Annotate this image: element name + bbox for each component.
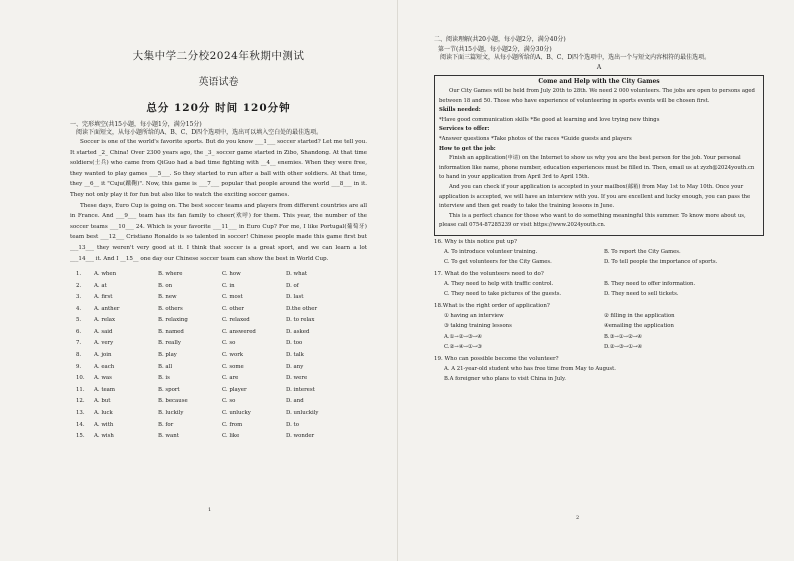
option-b: B. is xyxy=(158,375,170,382)
option-c: C. are xyxy=(222,375,239,382)
option-d: D. to xyxy=(286,421,299,428)
step-3: ③ taking training lessons xyxy=(444,323,512,330)
question-number: 5. xyxy=(76,317,82,324)
option-row xyxy=(76,326,350,338)
option-b: B. named xyxy=(158,328,184,335)
option-c: C. answered xyxy=(222,328,256,335)
option-b: B. luckily xyxy=(158,410,184,417)
question-stem: 17. What do the volunteers need to do? xyxy=(434,270,544,277)
option-b: B. all xyxy=(158,363,173,370)
volunteer-notice-box xyxy=(434,75,764,236)
step-2: ② filling in the application xyxy=(604,312,675,319)
option-b: B. play xyxy=(158,352,177,359)
part1-title: 第一节(共15小题，每小题2分，满分30分) xyxy=(438,46,552,53)
option-d: D. and xyxy=(286,398,304,405)
option-d: D. too xyxy=(286,340,303,347)
question-number: 9. xyxy=(76,363,82,370)
option-a: A. They need to help with traffic control. xyxy=(444,280,554,287)
question-number: 14. xyxy=(76,421,85,428)
option-d: D. interest xyxy=(286,386,315,393)
page-number-1: 1 xyxy=(208,507,212,513)
exam-title: 大集中学二分校2024年秋期中测试 xyxy=(132,50,305,62)
option-a: A. To introduce volunteer training. xyxy=(444,248,538,255)
option-c: C. how xyxy=(222,270,241,277)
passage-paragraph-1: Soccer is one of the world's favorite sports. But do you know ___1___ soccer started? Let me tell you. It started _2_ China! Over 2300 years ago, the _3_ soccer game started in Zibo, Shandong. At that time soldiers(士兵) who came from QiGuo had a bad time fighting with __4__ enemies. When they were free, they wanted to play games ___5___. So they started to run after a ball with other soldiers. At that time, they __6__ it "Cuju(蹴鞠)". Now, this game is ___7___ popular that people around the world ___8___ in it. They not only play it for fun but also like to watch the exciting soccer games. xyxy=(70,139,367,198)
section1-title: 一、完形填空(共15小题，每小题1分，满分15分) xyxy=(70,121,202,128)
option-c: C. so xyxy=(222,398,236,405)
option-a: A. when xyxy=(94,270,117,277)
question-number: 3. xyxy=(76,294,82,301)
question-17 xyxy=(434,269,764,300)
option-c: C.②→④→①→③ xyxy=(444,344,482,351)
option-row xyxy=(76,419,350,431)
howto-text-1: Finish an application(申请) on the Internet to show us why you are the best person for the job. Your personal information like name, phone number, education experiences must be filled in. Then, email us at zyzh@2024youth.cn to hand in your application from April 3rd to April 15th. xyxy=(439,155,755,181)
option-row xyxy=(76,338,350,350)
question-stem: 16. Why is this notice put up? xyxy=(434,238,517,245)
exam-page-2 xyxy=(397,0,794,561)
option-a: A. first xyxy=(94,294,113,301)
option-row xyxy=(76,315,350,327)
question-16 xyxy=(434,237,764,268)
option-c: C. other xyxy=(222,305,245,312)
option-d: D. asked xyxy=(286,328,310,335)
closing-text: This is a perfect chance for those who want to do something meaningful this summer. To know more about us, please call 0754-87285239 or visit https://www.2024youth.cn. xyxy=(439,212,746,229)
option-c: C. in xyxy=(222,282,235,289)
question-19 xyxy=(434,354,764,385)
step-4: ④emailing the application xyxy=(604,323,674,330)
option-b: B. new xyxy=(158,294,177,301)
page-number-2: 2 xyxy=(576,515,580,521)
option-c: C. work xyxy=(222,352,244,359)
option-b: B. They need to offer information. xyxy=(604,280,696,287)
option-b: B.A foreigner who plans to visit China in July. xyxy=(444,376,566,383)
option-d: D. of xyxy=(286,282,299,289)
skills-text: *Have good communication skills *Be good at learning and love trying new things xyxy=(439,116,660,123)
option-d: D. wonder xyxy=(286,433,315,440)
option-b: B. sport xyxy=(158,386,180,393)
option-row xyxy=(76,268,350,280)
option-a: A. at xyxy=(94,282,107,289)
question-number: 7. xyxy=(76,340,82,347)
option-c: C. relaxed xyxy=(222,317,250,324)
question-18 xyxy=(434,301,764,353)
option-d: D. what xyxy=(286,270,308,277)
option-b: B. To report the City Games. xyxy=(604,248,681,255)
option-row xyxy=(76,407,350,419)
option-a: A. A 21-year-old student who has free time from May to August. xyxy=(444,365,616,372)
passage-paragraph-2: These days, Euro Cup is going on. The best soccer teams and players from different countries are all in France. And ___9___ team has its fan family to cheer(欢呼) for them. This year, the number of the soccer teams ___10___ 24. Which is your favorite ___11___ in Euro Cup? For me, I like Portugal(葡萄牙) team best ___12___ Cristiano Ronaldo is so talented in soccer! Chinese people made this game first but ___13___ they weren't very good at it. I think that soccer is a great sport, and we can learn a lot ___14___ it. And I __15__ one day our Chinese soccer team can show the best in World Cup. xyxy=(70,202,367,262)
question-stem: 19. Who can possible become the volunteer? xyxy=(434,355,559,362)
option-a: A. luck xyxy=(94,410,113,417)
score-time-line: 总分 120分 时间 120分钟 xyxy=(146,102,291,114)
exam-subject: 英语试卷 xyxy=(198,77,239,88)
option-b: B. on xyxy=(158,282,173,289)
question-number: 2. xyxy=(76,282,82,289)
option-a: A. very xyxy=(94,340,114,347)
option-a: A. join xyxy=(94,352,112,359)
option-row xyxy=(76,361,350,373)
option-d: D. unluckily xyxy=(286,410,319,417)
option-d: D. any xyxy=(286,363,304,370)
option-a: A. but xyxy=(94,398,111,405)
cloze-options-table xyxy=(76,268,350,442)
option-b: B. because xyxy=(158,398,188,405)
option-d: D. last xyxy=(286,294,304,301)
option-c: C. To get volunteers for the City Games. xyxy=(444,259,552,266)
option-row xyxy=(76,303,350,315)
question-number: 10. xyxy=(76,375,85,382)
option-d: D. were xyxy=(286,375,308,382)
services-label: Services to offer: xyxy=(439,126,490,133)
option-c: C. most xyxy=(222,294,243,301)
option-c: C. They need to take pictures of the guests. xyxy=(444,291,562,298)
option-row xyxy=(76,384,350,396)
option-d: D. to relax xyxy=(286,317,315,324)
question-number: 4. xyxy=(76,305,82,312)
cloze-passage xyxy=(70,137,367,264)
option-row xyxy=(76,396,350,408)
question-number: 1. xyxy=(76,270,82,277)
option-b: B. others xyxy=(158,305,183,312)
option-b: B. relaxing xyxy=(158,317,188,324)
option-c: C. some xyxy=(222,363,244,370)
step-1: ① having an interview xyxy=(444,312,504,319)
notice-heading: Come and Help with the City Games xyxy=(538,78,660,85)
option-row xyxy=(76,372,350,384)
option-c: C. from xyxy=(222,421,243,428)
option-d: D. talk xyxy=(286,352,304,359)
howto-label: How to get the job: xyxy=(439,145,496,152)
services-text: *Answer questions *Take photos of the races *Guide guests and players xyxy=(439,135,632,142)
option-d: D. To tell people the importance of sports. xyxy=(604,259,718,266)
option-c: C. like xyxy=(222,433,240,440)
question-number: 6. xyxy=(76,328,82,335)
part1-instruction: 阅读下面三篇短文，从每小题所给的A、B、C、D四个选项中，选出一个与短文内容相符的最佳选项。 xyxy=(440,54,711,61)
question-number: 11. xyxy=(76,386,85,393)
option-a: A. team xyxy=(94,386,116,393)
question-number: 8. xyxy=(76,352,82,359)
option-row xyxy=(76,430,350,442)
section2-title: 二、阅读理解(共20小题，每小题2分，满分40分) xyxy=(434,36,566,43)
option-row xyxy=(76,349,350,361)
option-b: B. really xyxy=(158,340,181,347)
option-b: B. want xyxy=(158,433,179,440)
option-d: D. They need to sell tickets. xyxy=(604,291,679,298)
option-b: B. where xyxy=(158,270,183,277)
option-row xyxy=(76,291,350,303)
question-number: 12. xyxy=(76,398,85,405)
skills-label: Skills needed: xyxy=(439,107,481,114)
option-a: A. was xyxy=(94,375,112,382)
option-d: D.the other xyxy=(286,305,318,312)
option-a: A.①→②→③→④ xyxy=(444,333,482,340)
option-row xyxy=(76,280,350,292)
option-a: A. relax xyxy=(94,317,116,324)
question-number: 15. xyxy=(76,433,85,440)
option-a: A. each xyxy=(94,363,115,370)
option-a: A. said xyxy=(94,328,113,335)
option-c: C. unlucky xyxy=(222,410,251,417)
option-c: C. so xyxy=(222,340,236,347)
passage-label-a: A xyxy=(596,64,602,71)
option-b: B.③→①→②→④ xyxy=(604,333,642,340)
notice-intro: Our City Games will be held from July 20th to 28th. We need 2 000 volunteers. The jobs are open to persons aged between 18 and 50. Those who have experience of volunteering in sports events will be chosen first. xyxy=(439,88,755,104)
option-d: D.②→③→①→④ xyxy=(604,344,643,351)
question-number: 13. xyxy=(76,410,85,417)
question-stem: 18.What is the right order of application? xyxy=(434,302,550,309)
option-b: B. for xyxy=(158,421,174,428)
option-c: C. player xyxy=(222,386,247,393)
option-a: A. wish xyxy=(94,433,114,440)
option-a: A. anther xyxy=(94,305,120,312)
option-a: A. with xyxy=(94,421,114,428)
howto-text-2: And you can check if your application is accepted in your mailbox(邮箱) from May 1st to May 10th. Once your application is accepted, we will have an interview with you. If you are excellent and lucky enough, you can pass the interview and then get ready to take the training lessons in June. xyxy=(439,183,751,210)
section1-instruction: 阅读下面短文，从每小题所给的A、B、C、D四个选项中，选出可以填入空白处的最佳选项。 xyxy=(76,129,323,136)
